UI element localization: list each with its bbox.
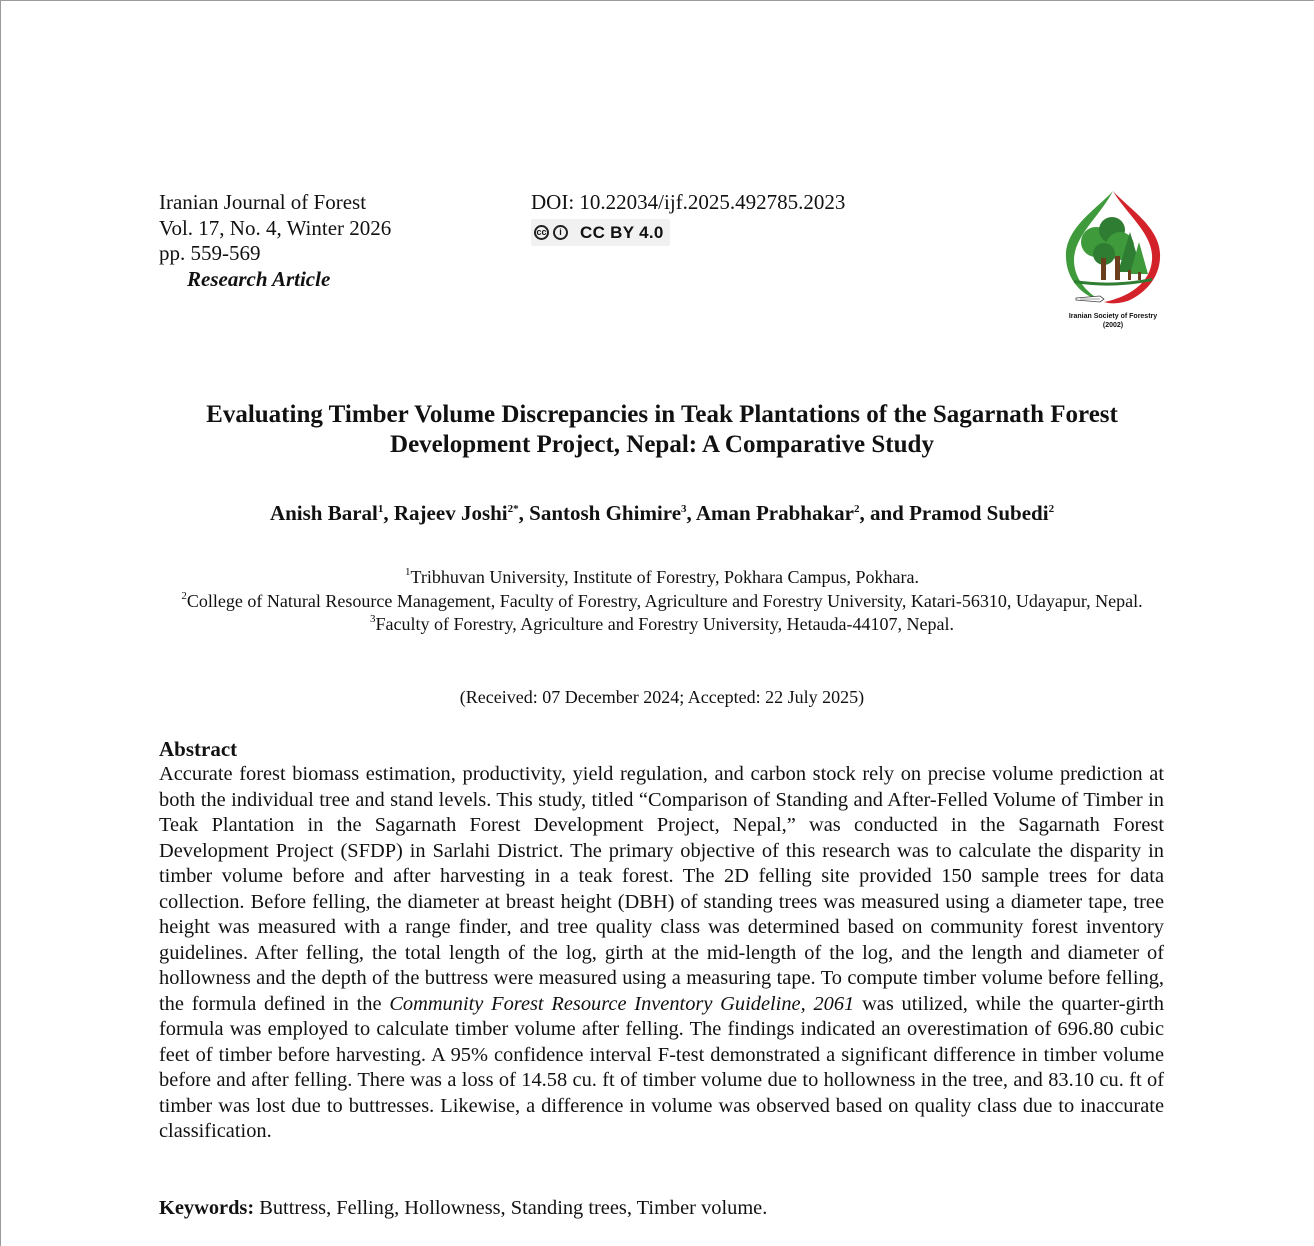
affiliation-text: Tribhuvan University, Institute of Forestry, Pokhara Campus, Pokhara. xyxy=(410,567,919,587)
author-separator: , xyxy=(383,501,394,525)
author-list xyxy=(140,500,1184,526)
paper-title-line-1: Evaluating Timber Volume Discrepancies in Teak Plantations of the Sagarnath Forest xyxy=(206,401,1118,428)
journal-name: Iranian Journal of Forest xyxy=(159,190,367,214)
forestry-society-emblem-icon xyxy=(1060,188,1166,310)
license-badge[interactable] xyxy=(531,219,670,247)
affiliation-text: Faculty of Forestry, Agriculture and Forestry University, Hetauda-44107, Nepal. xyxy=(375,614,955,634)
society-logo xyxy=(1060,188,1166,330)
keywords xyxy=(159,1196,767,1221)
keywords-label: Keywords: xyxy=(159,1197,255,1219)
author-affiliation-sup: 2* xyxy=(507,503,519,515)
affiliation-text: College of Natural Resource Management, Faculty of Forestry, Agriculture and Forestry University, Katari-56310, Udayapur, Nepal. xyxy=(186,590,1143,611)
window-border-left xyxy=(0,0,1,1246)
abstract-text-part-1: Accurate forest biomass estimation, productivity, yield regulation, and carbon stock rely on precise volume prediction at both the individual tree and stand levels. This study, titled “Comparison of Standing and After-Felled Volume of Timber in Teak Plantation in the Sagarnath Forest Development Project, Nepal,” was conducted in the Sagarnath Forest Development Project (SFDP) in Sarlahi District. The primary objective of this research was to calculate the disparity in timber volume before and after harvesting in a teak forest. The 2D felling site provided 150 sample trees for data collection. Before felling, the diameter at breast height (DBH) of standing trees was measured using a diameter tape, tree height was measured with a range finder, and tree quality class was determined based on community forest inventory guidelines. After felling, the total length of the log, girth at the mid-length of the log, and the length and diameter of hollowness and the depth of the buttress were measured using a measuring tape. To compute timber volume before felling, the formula defined in the xyxy=(159,763,1164,1015)
license-label: CC BY 4.0 xyxy=(580,222,664,242)
journal-volume: Vol. 17, No. 4, Winter 2026 xyxy=(159,215,392,240)
abstract-body xyxy=(159,762,1164,1145)
keywords-list: Buttress, Felling, Hollowness, Standing trees, Timber volume. xyxy=(259,1197,768,1219)
author-affiliation-sup: 2 xyxy=(1048,503,1055,515)
affiliation-number: 1 xyxy=(405,566,411,578)
author-name: Aman Prabhakar xyxy=(695,501,854,525)
affiliation-number: 3 xyxy=(369,613,376,625)
article-type: Research Article xyxy=(187,266,331,291)
author-name: Anish Baral xyxy=(269,501,378,525)
paper-title-line-2: Development Project, Nepal: A Comparative Study xyxy=(390,431,934,458)
author-name: Rajeev Joshi xyxy=(393,501,508,525)
affiliation-item xyxy=(160,590,1164,614)
abstract-italic-guideline: Community Forest Resource Inventory Guideline, 2061 xyxy=(389,992,855,1015)
author-separator: , and xyxy=(859,501,910,525)
author-separator: , xyxy=(686,501,696,525)
paper-title xyxy=(140,400,1184,460)
author-affiliation-sup: 2 xyxy=(854,503,860,515)
abstract-heading: Abstract xyxy=(159,737,238,761)
affiliation-number: 2 xyxy=(181,589,187,602)
affiliation-item xyxy=(160,566,1164,590)
logo-year: (2002) xyxy=(1102,322,1124,329)
doi-block xyxy=(531,190,845,246)
journal-pages: pp. 559-569 xyxy=(159,241,261,265)
author-affiliation-sup: 3 xyxy=(681,503,687,515)
received-accepted-dates: (Received: 07 December 2024; Accepted: 22 July 2025) xyxy=(459,687,865,707)
author-name: Pramod Subedi xyxy=(909,501,1049,525)
author-name: Santosh Ghimire xyxy=(529,501,682,525)
affiliation-item xyxy=(160,613,1164,637)
abstract-text-part-2: was utilized, while the quarter-girth formula was employed to calculate timber volume after felling. The findings indicated an overestimation of 696.80 cubic feet of timber before harvesting. A 95% confidence interval F-test demonstrated a significant difference in timber volume before and after felling. There was a loss of 14.58 cu. ft of timber volume due to hollowness in the tree, and 83.10 cu. ft of timber was lost due to buttresses. Likewise, a difference in volume was observed based on quality class due to inaccurate classification. xyxy=(159,992,1165,1142)
creative-commons-icon: cc xyxy=(534,225,549,240)
attribution-person-icon: i xyxy=(553,225,568,240)
affiliations xyxy=(160,566,1164,637)
author-affiliation-sup: 1 xyxy=(377,503,384,515)
window-border-top xyxy=(0,0,1314,1)
logo-caption: Iranian Society of Forestry xyxy=(1068,313,1158,320)
journal-info xyxy=(159,190,391,292)
doi-link[interactable]: DOI: 10.22034/ijf.2025.492785.2023 xyxy=(531,190,846,214)
author-separator: , xyxy=(518,501,530,525)
